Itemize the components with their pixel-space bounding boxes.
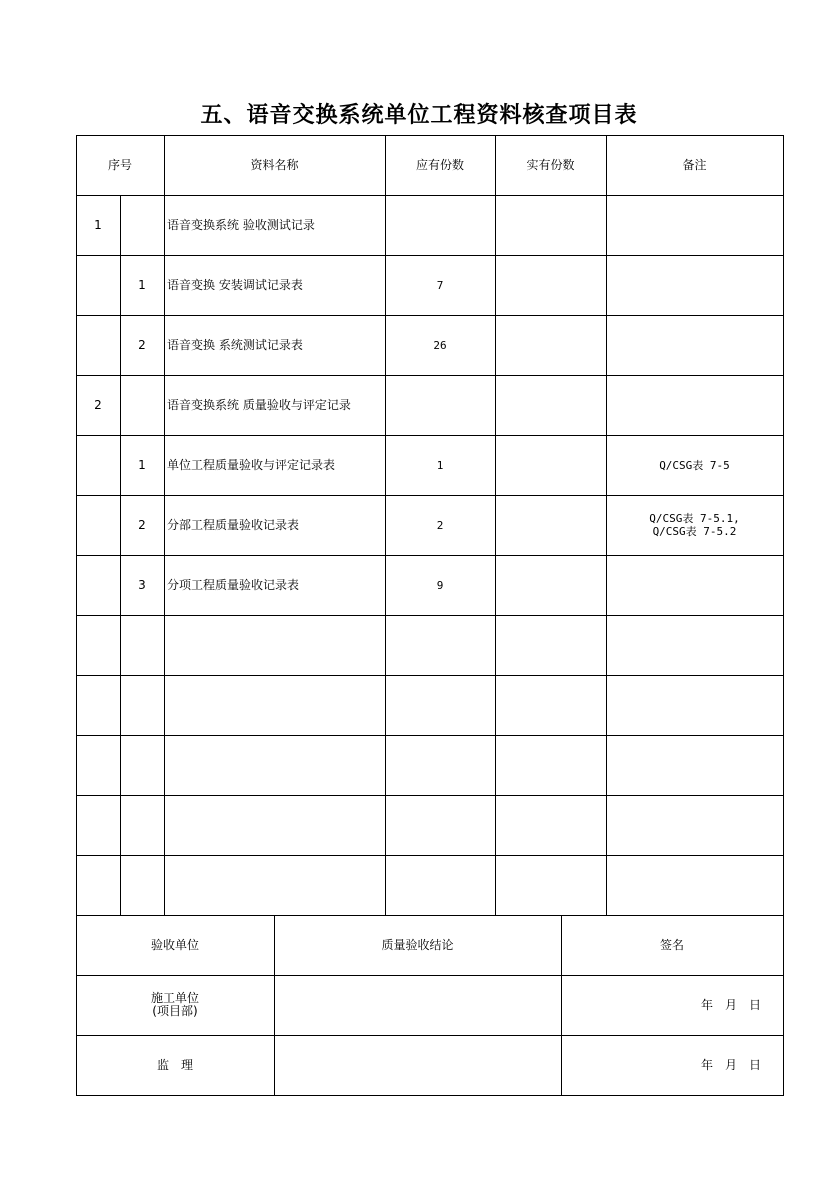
supervision-date: 年 月 日 xyxy=(700,1057,761,1072)
header-seq: 序号 xyxy=(107,157,132,172)
row-seq-sub: 3 xyxy=(138,577,146,592)
row-remark xyxy=(606,555,783,615)
construction-unit-line2: (项目部) xyxy=(152,1004,198,1018)
row-required xyxy=(385,195,495,255)
construction-date: 年 月 日 xyxy=(700,997,761,1012)
row-seq-main xyxy=(76,255,120,315)
row-actual xyxy=(495,555,606,615)
row-name: 语音变换系统 验收测试记录 xyxy=(167,217,315,232)
remark-line-2: Q/CSG表 7-5.2 xyxy=(652,525,737,538)
row-name: 单位工程质量验收与评定记录表 xyxy=(167,457,336,472)
row-remark xyxy=(606,495,783,555)
row-seq-sub: 2 xyxy=(138,517,146,532)
row-required: 7 xyxy=(436,278,444,292)
row-name: 语音变换 安装调试记录表 xyxy=(167,277,303,292)
row-seq-main: 1 xyxy=(94,217,102,232)
header-name: 资料名称 xyxy=(250,157,299,172)
row-actual xyxy=(495,255,606,315)
row-seq-sub xyxy=(120,375,164,435)
row-remark xyxy=(606,195,783,255)
row-name: 语音变换 系统测试记录表 xyxy=(167,337,303,352)
header-remark: 备注 xyxy=(682,157,707,172)
row-required xyxy=(385,375,495,435)
row-actual xyxy=(495,375,606,435)
row-remark xyxy=(606,375,783,435)
row-actual xyxy=(495,315,606,375)
row-required: 1 xyxy=(436,458,444,472)
construction-unit-line1: 施工单位 xyxy=(150,991,199,1005)
page-title: 五、语音交换系统单位工程资料核查项目表 xyxy=(200,103,638,128)
row-name: 语音变换系统 质量验收与评定记录 xyxy=(167,397,351,412)
remark-line-1: Q/CSG表 7-5.1, xyxy=(649,512,740,525)
row-remark xyxy=(606,315,783,375)
row-actual xyxy=(495,435,606,495)
footer-sign-header: 签名 xyxy=(659,937,684,952)
row-required: 2 xyxy=(436,518,444,532)
footer-conclusion-header: 质量验收结论 xyxy=(381,937,454,952)
footer-unit-header: 验收单位 xyxy=(150,937,199,952)
row-seq-sub: 1 xyxy=(138,277,146,292)
row-seq-main xyxy=(76,495,120,555)
row-seq-main xyxy=(76,435,120,495)
row-required: 9 xyxy=(436,578,444,592)
row-actual xyxy=(495,195,606,255)
construction-unit-label xyxy=(76,975,274,1035)
row-seq-sub: 2 xyxy=(138,337,146,352)
row-required: 26 xyxy=(433,338,447,352)
row-seq-main xyxy=(76,315,120,375)
row-remark xyxy=(606,255,783,315)
header-required: 应有份数 xyxy=(415,157,464,172)
row-seq-main: 2 xyxy=(94,397,102,412)
supervision-label: 监 理 xyxy=(156,1057,193,1072)
row-seq-sub xyxy=(120,195,164,255)
row-name: 分项工程质量验收记录表 xyxy=(167,577,300,592)
row-name: 分部工程质量验收记录表 xyxy=(167,517,300,532)
row-seq-main xyxy=(76,555,120,615)
row-seq-sub: 1 xyxy=(138,457,146,472)
row-actual xyxy=(495,495,606,555)
row-remark: Q/CSG表 7-5 xyxy=(659,458,730,472)
header-actual: 实有份数 xyxy=(526,157,575,172)
